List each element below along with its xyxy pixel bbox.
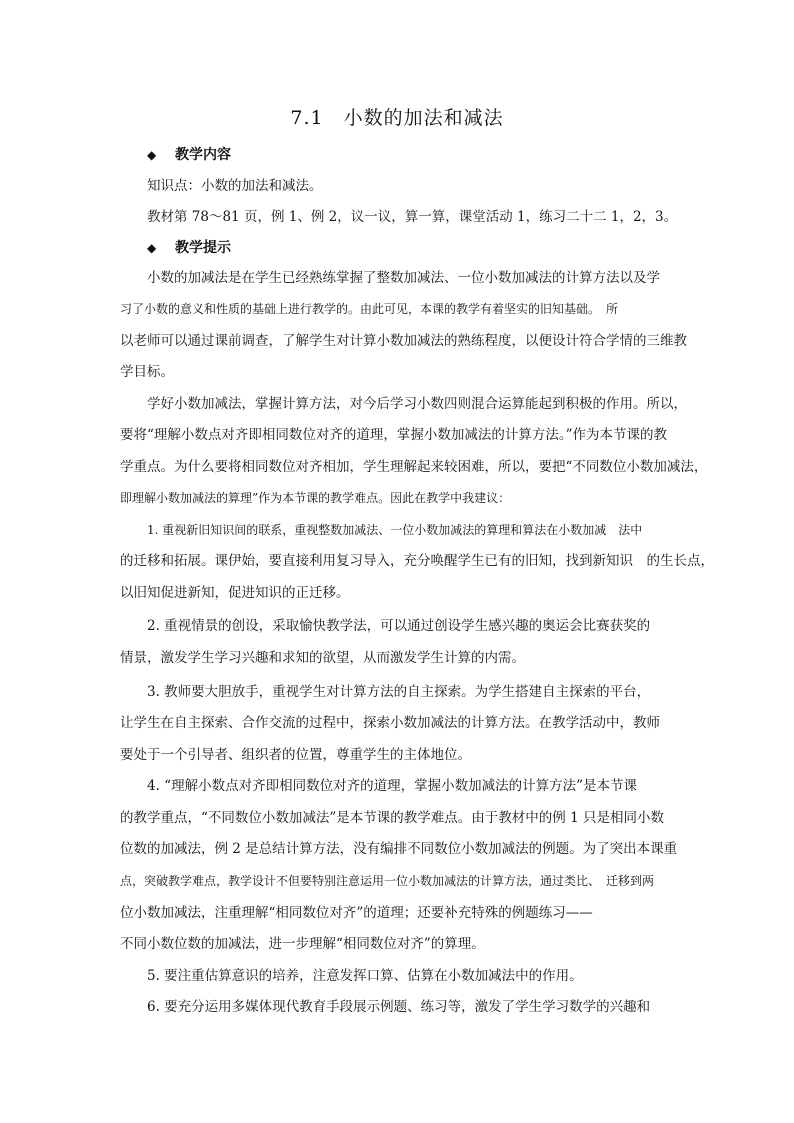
paragraph-line: 学重点。为什么要将相同数位对齐相加，学生理解起来较困难，所以，要把“不同数位小数加减法， <box>120 459 708 475</box>
paragraph-line: 6. 要充分运用多媒体现代教育手段展示例题、练习等，激发了学生学习数学的兴趣和 <box>147 999 651 1015</box>
section-heading-label: 教学内容 <box>175 147 231 163</box>
paragraph-line: 5. 要注重估算意识的培养，注意发挥口算、估算在小数加减法中的作用。 <box>147 968 583 984</box>
paragraph-line: 情景，激发学生学习兴趣和求知的欲望，从而激发学生计算的内需。 <box>120 650 525 666</box>
paragraph-line: 小数的加减法是在学生已经熟练掌握了整数加减法、一位小数加减法的计算方法以及学 <box>147 270 660 286</box>
paragraph-line: 不同小数位数的加减法，进一步理解“相同数位对齐”的算理。 <box>120 936 485 952</box>
paragraph-line: 学好小数加减法，掌握计算方法，对今后学习小数四则混合运算能起到积极的作用。所以， <box>147 396 687 412</box>
paragraph-line: 知识点：小数的加法和减法。 <box>147 178 323 194</box>
section-heading-label: 教学提示 <box>175 240 231 256</box>
paragraph-line: 学目标。 <box>120 364 174 380</box>
paragraph-line: 1. 重视新旧知识间的联系，重视整数加减法、一位小数加减法的算理和算法在小数加减 法中 <box>147 523 643 537</box>
paragraph-line: 的教学重点，“不同数位小数加减法”是本节课的教学难点。由于教材中的例 1 只是相同小数 <box>120 810 664 826</box>
page-title: 7.1 小数的加法和减法 <box>290 107 504 129</box>
paragraph-line: 即理解小数加减法的算理”作为本节课的教学难点。因此在教学中我建议： <box>120 491 511 505</box>
paragraph-line: 的迁移和拓展。课伊始，要直接利用复习导入，充分唤醒学生已有的旧知，找到新知识 的生长点， <box>120 553 714 569</box>
diamond-bullet-icon: ◆ <box>147 241 157 255</box>
paragraph-line: 要将“理解小数点对齐即相同数位对齐的道理，掌握小数加减法的计算方法。”作为本节课的教 <box>120 427 668 443</box>
paragraph-line: 以旧知促进新知，促进知识的正迁移。 <box>120 585 350 601</box>
paragraph-line: 点，突破教学难点，教学设计不但要特别注意运用一位小数加减法的计算方法，通过类比、 迁移到两 <box>120 874 655 888</box>
section-heading-content <box>147 145 231 165</box>
section-heading-tips <box>147 238 231 258</box>
paragraph-line: 让学生在自主探索、合作交流的过程中，探索小数加减法的计算方法。在教学活动中，教师 <box>120 715 660 731</box>
paragraph-line: 习了小数的意义和性质的基础上进行教学的。由此可见，本课的教学有着坚实的旧知基础。 所 <box>120 302 619 316</box>
paragraph-line: 2. 重视情景的创设，采取愉快教学法，可以通过创设学生感兴趣的奥运会比赛获奖的 <box>147 618 651 634</box>
paragraph-line: 位小数加减法，注重理解“相同数位对齐”的道理；还要补充特殊的例题练习—— <box>120 905 593 921</box>
paragraph-line: 以老师可以通过课前调查，了解学生对计算小数加减法的熟练程度，以便设计符合学情的三维教 <box>120 333 687 349</box>
paragraph-line: 教材第 78～81 页，例 1、例 2，议一议，算一算，课堂活动 1，练习二十二 1，2，3。 <box>147 209 678 225</box>
paragraph-line: 要处于一个引导者、组织者的位置，尊重学生的主体地位。 <box>120 747 471 763</box>
diamond-bullet-icon: ◆ <box>147 148 157 162</box>
paragraph-line: 4. “理解小数点对齐即相同数位对齐的道理，掌握小数加减法的计算方法”是本节课 <box>147 778 637 794</box>
paragraph-line: 3. 教师要大胆放手，重视学生对计算方法的自主探索。为学生搭建自主探索的平台， <box>147 684 651 700</box>
paragraph-line: 位数的加减法，例 2 是总结计算方法，没有编排不同数位小数加减法的例题。为了突出本课重 <box>120 841 678 857</box>
